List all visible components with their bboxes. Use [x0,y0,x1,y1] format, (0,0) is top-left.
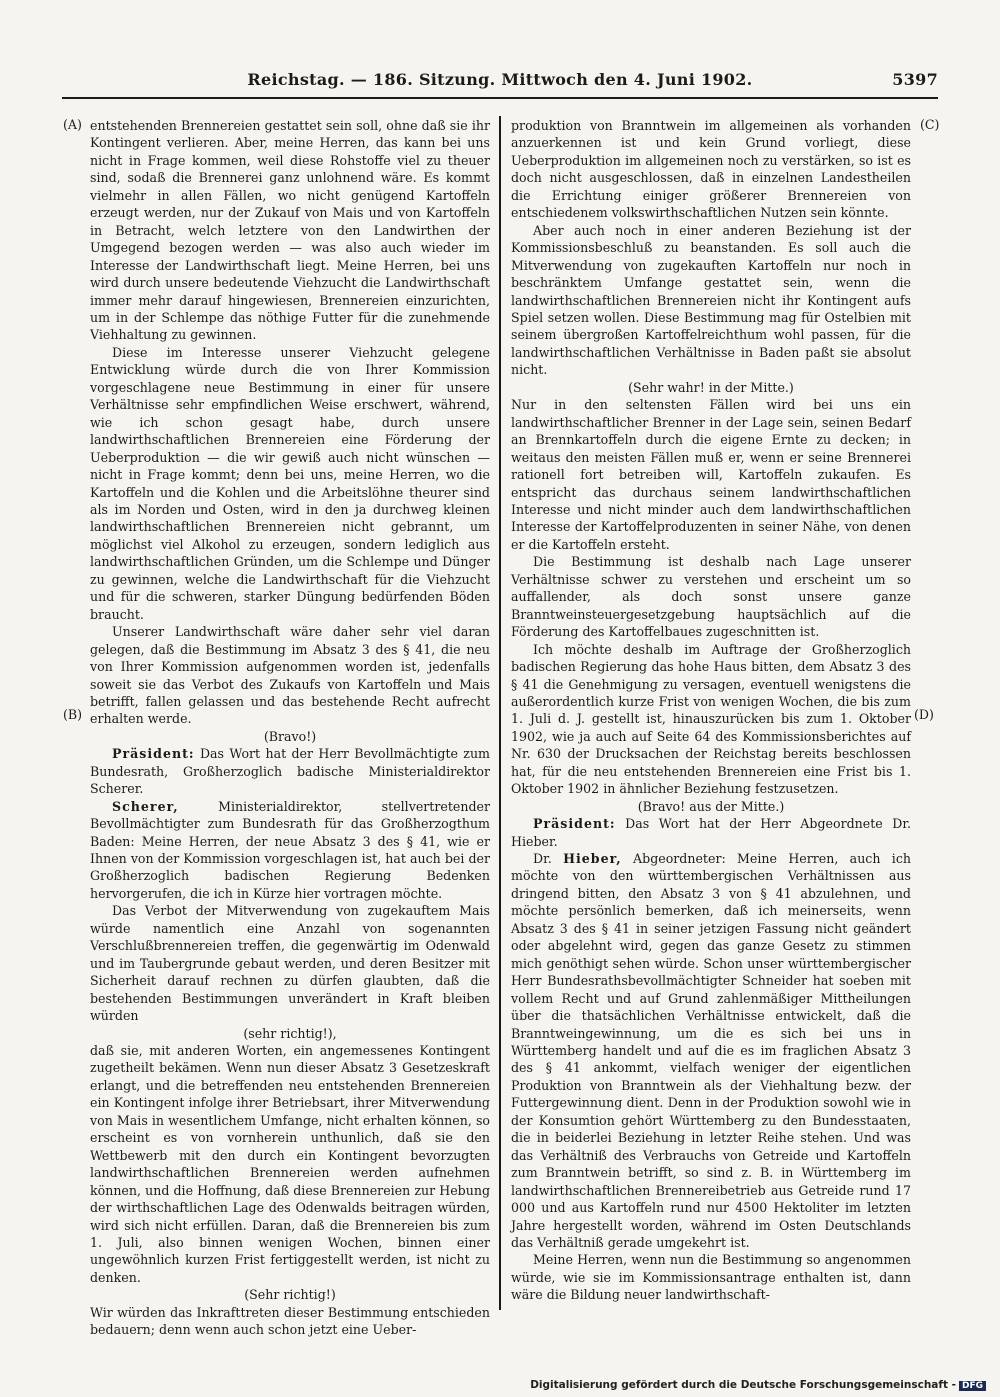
left-column [90,117,490,1339]
paragraph: Unserer Landwirthschaft wäre daher sehr viel daran gelegen, daß die Bestimmung im Absatz 3 des § 41, die neu von Ihrer Kommission aufgenommen worden ist, jedenfalls soweit sie das Verbot des Zukaufs von Kartoffeln und Mais betrifft, fallen gelassen und das bestehende Recht aufrecht erhalten werde. [90,624,490,727]
paragraph: daß sie, mit anderen Worten, ein angemessenes Kontingent zugetheilt bekämen. Wenn nun dieser Absatz 3 Gesetzeskraft erlangt, und die betreffenden neu entstehenden Brennereien ein Kontingent infolge ihrer Betriebsart, ihrer Mitverwendung von Mais in wesentlichem Umfange, nicht erhalten können, so erscheint es von vornherein unthunlich, daß sie den Wettbewerb mit den durch ein Kontingent bevorzugten landwirthschaftlichen Brennereien werden aufnehmen können, und die Hoffnung, daß diese Brennereien zur Hebung der wirthschaftlichen Lage des Odenwalds beitragen würden, wird sich nicht erfüllen. Daran, daß die Brennereien bis zum 1. Juli, also binnen wenigen Wochen, binnen einer ungewöhnlich kurzen Frist fertiggestellt werden, ist nicht zu denken. [90,1043,490,1285]
speech-text: Abgeordneter: Meine Herren, auch ich möchte von den württembergischen Verhältnissen aus dringend bitten, den Absatz 3 von § 41 abzulehnen, und möchte persönlich bemerken, daß ich meinerseits, wenn Absatz 3 des § 41 in seiner jetzigen Fassung nicht geändert oder abgelehnt wird, gegen das ganze Gesetz zu stimmen mich genöthigt sehen würde. Schon unser württembergischer Herr Bundesrathsbevollmächtigter Schneider hat soeben mit vollem Recht und auf Grund zahlenmäßiger Mittheilungen über die thatsächlichen Verhältnisse entwickelt, daß die Branntweingewinnung, um die es sich bei uns in Württemberg handelt und auf die es im fraglichen Absatz 3 des § 41 ankommt, vielfach weniger der eigentlichen Produktion von Branntwein als der Viehhaltung bezw. der Futtergewinnung dient. Denn in der Produktion sowohl wie in der Konsumtion gehört Württemberg zu den Bundesstaaten, die in beiderlei Beziehung in letzter Reihe stehen. Und was das Verhältniß des Verbrauchs von Getreide und Kartoffeln zum Branntwein betrifft, so sind z. B. in Württemberg im landwirthschaftlichen Brennereibetrieb aus Getreide rund 17 000 und aus Kartoffeln rund nur 4500 Hektoliter im letzten Jahre hergestellt worden, während im Osten Deutschlands das Verhältniß gerade umgekehrt ist. [511,851,911,1250]
running-title: Reichstag. — 186. Sitzung. Mittwoch den 4. Juni 1902. [247,70,753,89]
margin-marker-b: (B) [63,707,83,722]
paragraph: Nur in den seltensten Fällen wird bei uns ein landwirthschaftlicher Brenner in der Lage sein, seinen Bedarf an Brennkartoffeln durch die eigene Ernte zu decken; in weitaus den meisten Fällen muß er, wenn er seine Brennerei rationell fort betreiben will, Kartoffeln zukaufen. Es entspricht das durchaus seinem landwirthschaftlichen Interesse und nicht minder auch dem landwirthschaftlichen Interesse der Kartoffelproduzenten in seiner Nähe, von denen er die Kartoffeln ersteht. [511,397,911,552]
speech-text: Ministerialdirektor, stellvertretender Bevollmächtigter zum Bundesrath für das Großherzogthum Baden: Meine Herren, der neue Absatz 3 des § 41, wie er Ihnen von der Kommission vorgeschlagen ist, hat auch bei der Großherzoglich badischen Regierung Bedenken hervorgerufen, die ich in Kürze hier vortragen möchte. [90,798,490,901]
interjection: (Bravo!) [263,728,317,744]
interjection: (Sehr wahr! in der Mitte.) [628,379,794,395]
paragraph: Die Bestimmung ist deshalb nach Lage unserer Verhältnisse schwer zu verstehen und erscheint um so auffallender, als doch sonst unsere ganze Branntweinsteuergesetzgebung hauptsächlich auf die Förderung des Kartoffelbaues zugeschnitten ist. [511,554,911,640]
page-header [62,70,938,98]
credit-text: Digitalisierung gefördert durch die Deutsche Forschungsgemeinschaft - [530,1379,956,1391]
speech-scherer [90,798,490,903]
paragraph: Das Verbot der Mitverwendung von zugekauftem Mais würde namentlich eine Anzahl von sogenannten Verschlußbrennereien treffen, die gegenwärtig im Odenwald und im Taubergrunde gebaut werden, und deren Besitzer mit Sicherheit darauf rechnen zu dürfen glaubten, daß die bestehenden Bestimmungen unverändert in Kraft bleiben würden [90,903,490,1024]
paragraph: entstehenden Brennereien gestattet sein soll, ohne daß sie ihr Kontingent verlieren. Aber, meine Herren, das kann bei uns nicht in Frage kommen, weil diese Rohstoffe viel zu theuer sind, sodaß die Brennerei ganz unlohnend wäre. Es kommt vielmehr in allen Fällen, wo nicht genügend Kartoffeln erzeugt werden, nur der Zukauf von Mais und von Kartoffeln in Betracht, welch letztere von den Landwirthen der Umgegend bezogen werden — was also auch wieder im Interesse der Landwirthschaft liegt. Meine Herren, bei uns wird durch unsere bedeutende Viehzucht die Landwirthschaft immer mehr darauf hingewiesen, Brennereien einzurichten, um in der Schlempe das nöthige Futter für die zunehmende Viehhaltung zu gewinnen. [90,118,490,343]
header-rule [62,97,938,99]
speaker-name: Scherer, [112,798,179,814]
speaker-title: Dr. [533,851,564,867]
interjection: (Bravo! aus der Mitte.) [637,798,785,814]
interjection: (sehr richtig!), [243,1025,337,1041]
speaker-name: Präsident: [112,746,195,762]
paragraph: Meine Herren, wenn nun die Bestimmung so angenommen würde, wie sie im Kommissionsantrage enthalten ist, dann wäre die Bildung neuer landwirthschaft- [511,1252,911,1303]
dfg-logo: DFG [959,1381,986,1391]
column-divider [499,116,501,1310]
speech-text: Das Wort hat der Herr Abgeordnete Dr. Hieber. [511,816,911,849]
digitization-credit [530,1379,986,1391]
paragraph: Aber auch noch in einer anderen Beziehung ist der Kommissionsbeschluß zu beanstanden. Es soll auch die Mitverwendung von zugekauften Kartoffeln nur noch in beschränktem Umfange gestattet sein, wenn die landwirthschaftlichen Brennereien nicht ihr Kontingent aufs Spiel setzen wollen. Diese Bestimmung mag für Ostelbien mit seinem übergroßen Kartoffelreichthum wohl passen, für die landwirthschaftlichen Verhältnisse in Baden paßt sie absolut nicht. [511,222,911,378]
right-column [511,117,911,1304]
speech-text: Das Wort hat der Herr Bevollmächtigte zum Bundesrath, Großherzoglich badische Ministerialdirektor Scherer. [90,746,490,797]
paragraph: Diese im Interesse unserer Viehzucht gelegene Entwicklung würde durch die von Ihrer Kommission vorgeschlagene neue Bestimmung in einer für unsere Verhältnisse sehr empfindlichen Weise erschwert, während, wie ich schon gesagt habe, durch unsere landwirthschaftlichen Brennereien eine Förderung der Ueberproduktion — die wir gewiß auch nicht wünschen — nicht in Frage kommt; denn bei uns, meine Herren, wo die Kartoffeln und die Kohlen und die Arbeitslöhne theurer sind als im Norden und Osten, wird in den ja durchweg kleinen landwirthschaftlichen Brennereien nicht gebrannt, um möglichst viel Alkohol zu erzeugen, sondern lediglich aus landwirthschaftlichen Gründen, um die Schlempe und Dünger zu gewinnen, welche die Landwirthschaft für die Viehzucht und für die schweren, starker Düngung bedürfenden Böden braucht. [90,344,490,622]
interjection: (Sehr richtig!) [244,1287,336,1303]
margin-marker-a: (A) [63,117,82,132]
margin-marker-c: (C) [920,117,940,132]
speaker-name: Präsident: [533,816,616,832]
speaker-name: Hieber, [563,851,622,867]
speech-hieber [511,850,911,1251]
speech-president [511,815,911,850]
paragraph: Ich möchte deshalb im Auftrage der Großherzoglich badischen Regierung das hohe Haus bitten, dem Absatz 3 des § 41 die Genehmigung zu versagen, eventuell wenigstens die außerordentlich kurze Frist von wenigen Wochen, die bis zum 1. Juli d. J. gestellt ist, hinauszurücken bis zum 1. Oktober 1902, wie ja auch auf Seite 64 des Kommissionsberichtes auf Nr. 630 der Drucksachen der Reichstag bereits beschlossen hat, für die neu entstehenden Brennereien eine Frist bis 1. Oktober 1902 in ähnlicher Beziehung festzusetzen. [511,641,911,797]
margin-marker-d: (D) [914,707,934,722]
page-number: 5397 [892,70,938,89]
paragraph: produktion von Branntwein im allgemeinen als vorhanden anzuerkennen ist und kein Grund vorliegt, diese Ueberproduktion im allgemeinen noch zu verstärken, so ist es doch nicht ausgeschlossen, daß in einzelnen Landestheilen die Errichtung einiger größerer Brennereien von entschiedenem volkswirthschaftlichen Nutzen sein könnte. [511,118,911,221]
speech-president [90,745,490,797]
paragraph: Wir würden das Inkrafttreten dieser Bestimmung entschieden bedauern; denn wenn auch schon jetzt eine Ueber- [90,1304,490,1338]
